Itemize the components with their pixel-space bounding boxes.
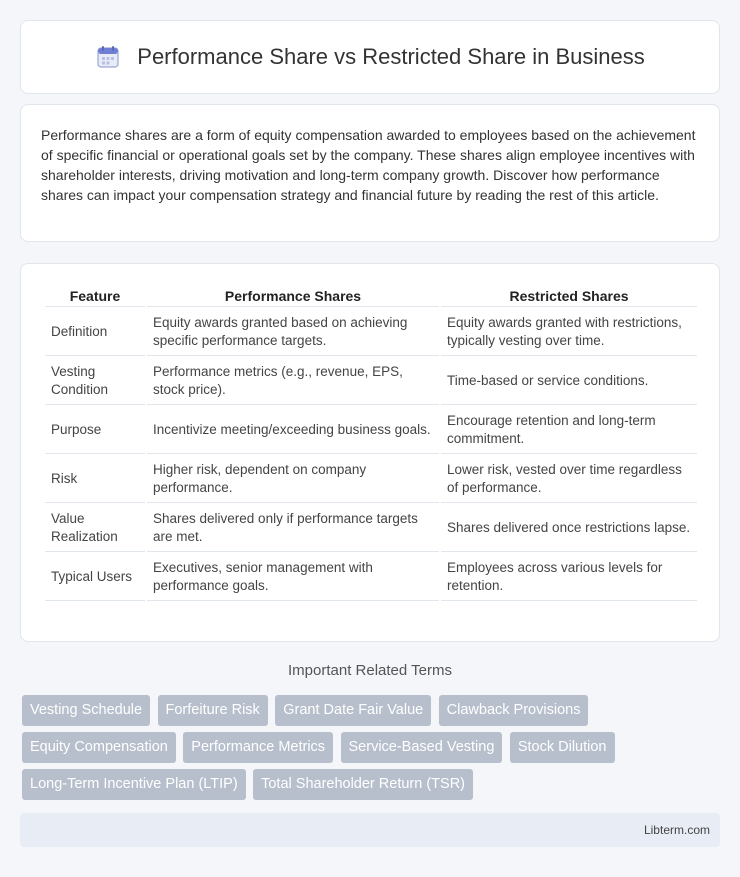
footer [20,813,720,847]
title-card [20,20,720,94]
row-performance: Shares delivered only if performance targets are met. [147,505,439,552]
row-restricted: Shares delivered once restrictions lapse. [441,505,697,552]
row-feature: Vesting Condition [45,358,145,405]
row-feature: Definition [45,309,145,356]
comparison-table [43,284,699,603]
tag-equity-compensation[interactable]: Equity Compensation [22,732,176,763]
tag-grant-date-fair-value[interactable]: Grant Date Fair Value [275,695,431,726]
tag-tsr[interactable]: Total Shareholder Return (TSR) [253,769,473,800]
intro-card [20,104,720,242]
row-feature: Value Realization [45,505,145,552]
tag-stock-dilution[interactable]: Stock Dilution [510,732,615,763]
tag-clawback-provisions[interactable]: Clawback Provisions [439,695,589,726]
table-row [45,407,697,454]
header-restricted: Restricted Shares [441,286,697,307]
page-title: Performance Share vs Restricted Share in Business [137,44,645,69]
intro-text: Performance shares are a form of equity compensation awarded to employees based on the achievement of specific financial or operational goals set by the company. These shares align employee incentives with shareholder interests, driving motivation and long-term company growth. Discover how performance shares can impact your compensation strategy and financial future by reading the rest of this article. [41,127,696,203]
tag-vesting-schedule[interactable]: Vesting Schedule [22,695,150,726]
row-restricted: Employees across various levels for retention. [441,554,697,601]
row-feature: Typical Users [45,554,145,601]
row-performance: Executives, senior management with performance goals. [147,554,439,601]
header-feature: Feature [45,286,145,307]
table-row [45,554,697,601]
footer-site-link[interactable]: Libterm.com [643,823,710,837]
related-tags [22,695,722,806]
row-feature: Risk [45,456,145,503]
row-restricted: Encourage retention and long-term commitment. [441,407,697,454]
tag-ltip[interactable]: Long-Term Incentive Plan (LTIP) [22,769,246,800]
row-performance: Equity awards granted based on achieving specific performance targets. [147,309,439,356]
header-performance: Performance Shares [147,286,439,307]
table-row [45,505,697,552]
row-restricted: Lower risk, vested over time regardless of performance. [441,456,697,503]
table-row [45,309,697,356]
calendar-icon [95,44,121,70]
related-terms-title: Important Related Terms [288,662,452,679]
row-performance: Incentivize meeting/exceeding business goals. [147,407,439,454]
tag-performance-metrics[interactable]: Performance Metrics [183,732,333,763]
comparison-card [20,263,720,642]
row-performance: Higher risk, dependent on company performance. [147,456,439,503]
table-row [45,456,697,503]
tag-forfeiture-risk[interactable]: Forfeiture Risk [158,695,268,726]
tag-service-based-vesting[interactable]: Service-Based Vesting [341,732,503,763]
row-restricted: Time-based or service conditions. [441,358,697,405]
row-restricted: Equity awards granted with restrictions, typically vesting over time. [441,309,697,356]
row-feature: Purpose [45,407,145,454]
table-row [45,358,697,405]
row-performance: Performance metrics (e.g., revenue, EPS, stock price). [147,358,439,405]
